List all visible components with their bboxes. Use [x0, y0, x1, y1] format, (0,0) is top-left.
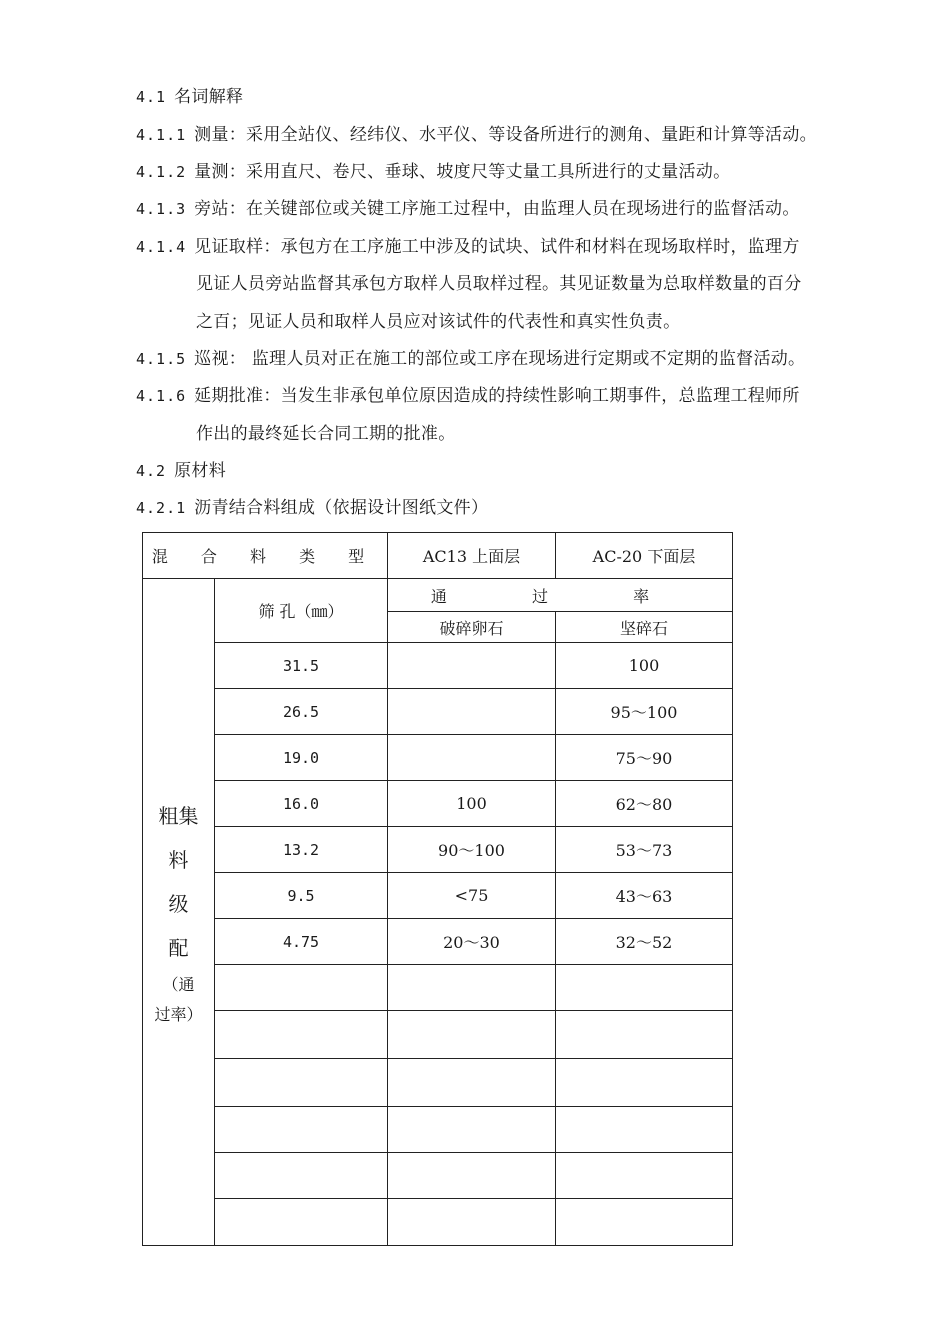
mix-type-header: 混 合 料 类 型 — [143, 533, 388, 579]
table-row — [143, 827, 733, 873]
definition-4-1-4-cont-2: 之百；见证人员和取样人员应对该试件的代表性和真实性负责。 — [196, 312, 681, 332]
sieve-size-cell: 16.0 — [215, 781, 388, 827]
heading-4-1: 4.1 名词解释 — [136, 87, 244, 107]
ac13-value-cell — [388, 1199, 556, 1246]
ac13-value-cell — [388, 1107, 556, 1153]
sieve-size-cell: 9.5 — [215, 873, 388, 919]
ac13-value-cell — [388, 965, 556, 1011]
table-row — [143, 965, 733, 1011]
ac20-value-cell — [556, 1059, 733, 1107]
ac20-value-cell — [556, 965, 733, 1011]
sieve-size-cell — [215, 1107, 388, 1153]
ac13-value-cell: 100 — [388, 781, 556, 827]
sieve-size-cell — [215, 1059, 388, 1107]
ac13-value-cell — [388, 1059, 556, 1107]
table-row — [143, 1059, 733, 1107]
ac13-value-cell: <75 — [388, 873, 556, 919]
pass-rate-header: 通 过 率 — [388, 579, 733, 612]
ac20-value-cell: 43～63 — [556, 873, 733, 919]
ac20-value-cell: 100 — [556, 643, 733, 689]
definition-4-1-6: 4.1.6 延期批准：当发生非承包单位原因造成的持续性影响工期事件，总监理工程师所 — [136, 386, 800, 406]
sieve-size-cell — [215, 1199, 388, 1246]
sieve-header: 筛 孔（㎜） — [215, 579, 388, 643]
ac20-header: AC-20 下面层 — [556, 533, 733, 579]
ac13-value-cell — [388, 1153, 556, 1199]
heading-4-2: 4.2 原材料 — [136, 461, 226, 481]
ac20-value-cell — [556, 1011, 733, 1059]
ac13-value-cell: 20～30 — [388, 919, 556, 965]
ac20-value-cell — [556, 1199, 733, 1246]
table-row — [143, 919, 733, 965]
ac20-value-cell — [556, 1107, 733, 1153]
definition-4-1-1: 4.1.1 测量：采用全站仪、经纬仪、水平仪、等设备所进行的测角、量距和计算等活动。 — [136, 125, 817, 145]
definition-4-1-6-cont: 作出的最终延长合同工期的批准。 — [196, 424, 456, 444]
sieve-size-cell: 19.0 — [215, 735, 388, 781]
table-row — [143, 689, 733, 735]
sieve-size-cell: 4.75 — [215, 919, 388, 965]
ac20-value-cell: 95～100 — [556, 689, 733, 735]
table-subheader-row — [143, 579, 733, 612]
table-row — [143, 873, 733, 919]
sieve-size-cell — [215, 1153, 388, 1199]
definition-4-1-5: 4.1.5 巡视： 监理人员对正在施工的部位或工序在现场进行定期或不定期的监督活动。 — [136, 349, 806, 369]
sieve-size-cell: 13.2 — [215, 827, 388, 873]
ac13-value-cell: 90～100 — [388, 827, 556, 873]
table-row — [143, 643, 733, 689]
heading-4-2-1: 4.2.1 沥青结合料组成（依据设计图纸文件） — [136, 498, 489, 518]
definition-4-1-3: 4.1.3 旁站：在关键部位或关键工序施工过程中，由监理人员在现场进行的监督活动。 — [136, 199, 800, 219]
definition-4-1-2: 4.1.2 量测：采用直尺、卷尺、垂球、坡度尺等丈量工具所进行的丈量活动。 — [136, 162, 731, 182]
definition-4-1-4-cont-1: 见证人员旁站监督其承包方取样人员取样过程。其见证数量为总取样数量的百分 — [196, 274, 802, 294]
crushed-gravel-header: 破碎卵石 — [388, 612, 556, 643]
table-header-row — [143, 533, 733, 579]
ac13-value-cell — [388, 1011, 556, 1059]
table-row — [143, 735, 733, 781]
ac13-header: AC13 上面层 — [388, 533, 556, 579]
definition-4-1-4: 4.1.4 见证取样：承包方在工序施工中涉及的试块、试件和材料在现场取样时，监理方 — [136, 237, 800, 257]
ac20-value-cell: 75～90 — [556, 735, 733, 781]
sieve-size-cell — [215, 1011, 388, 1059]
table-row — [143, 1199, 733, 1246]
ac20-value-cell — [556, 1153, 733, 1199]
ac20-value-cell: 53～73 — [556, 827, 733, 873]
table-row — [143, 1107, 733, 1153]
side-label-cell: 粗集 料 级 配 （通 过率） — [143, 579, 215, 1246]
table-row — [143, 1011, 733, 1059]
table-row — [143, 781, 733, 827]
sieve-size-cell — [215, 965, 388, 1011]
ac13-value-cell — [388, 643, 556, 689]
ac13-value-cell — [388, 735, 556, 781]
sieve-size-cell: 26.5 — [215, 689, 388, 735]
table-row — [143, 1153, 733, 1199]
ac20-value-cell: 62～80 — [556, 781, 733, 827]
gradation-table — [142, 532, 733, 1246]
sieve-size-cell: 31.5 — [215, 643, 388, 689]
hard-crushed-stone-header: 坚碎石 — [556, 612, 733, 643]
ac13-value-cell — [388, 689, 556, 735]
ac20-value-cell: 32～52 — [556, 919, 733, 965]
